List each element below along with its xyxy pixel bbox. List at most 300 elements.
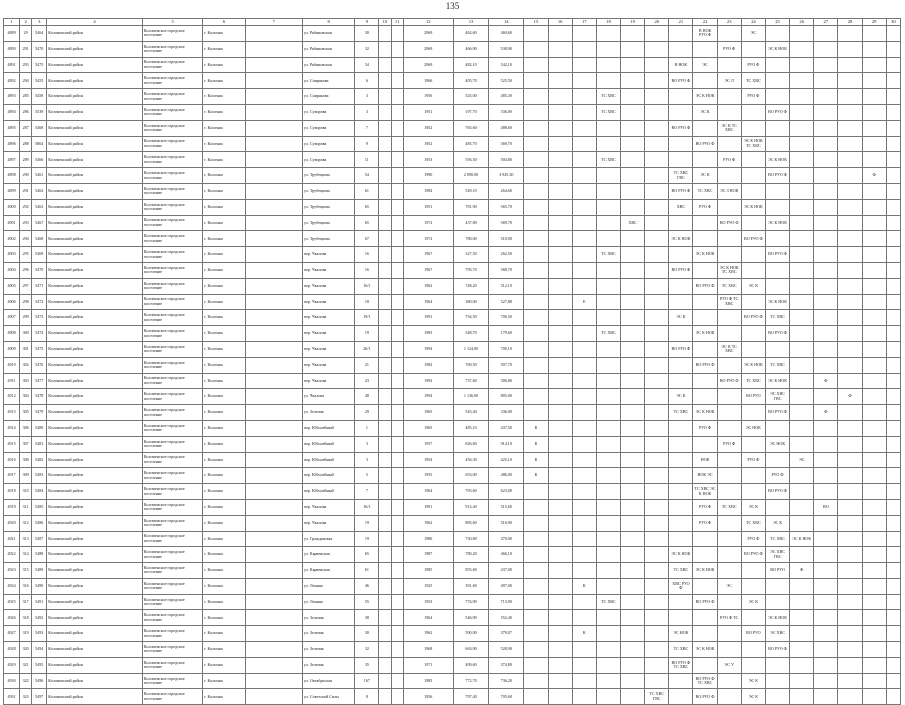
- table-cell: [391, 626, 403, 642]
- table-cell: [886, 389, 900, 405]
- table-cell: ВО РУО Ф: [741, 310, 765, 326]
- table-cell: [838, 278, 862, 294]
- table-cell: [886, 136, 900, 152]
- table-cell: ВО РУО Ф: [741, 547, 765, 563]
- table-cell: [886, 183, 900, 199]
- table-cell: [862, 531, 886, 547]
- table-cell: [245, 73, 302, 89]
- table-cell: [572, 326, 596, 342]
- table-cell: ХВС: [621, 215, 645, 231]
- table-cell: 565,70: [489, 199, 524, 215]
- table-cell: Коломенский район: [47, 373, 143, 389]
- table-cell: 379,07: [489, 626, 524, 642]
- column-number-header: 3: [32, 19, 47, 26]
- table-cell: [391, 199, 403, 215]
- table-cell: Е: [572, 294, 596, 310]
- table-row: [4, 610, 901, 626]
- table-cell: [790, 26, 814, 42]
- table-cell: [669, 452, 693, 468]
- table-cell: 5864: [32, 136, 47, 152]
- table-cell: ЭС К: [669, 389, 693, 405]
- table-cell: [379, 468, 391, 484]
- table-cell: 299: [20, 310, 32, 326]
- table-cell: [548, 57, 572, 73]
- table-cell: [245, 689, 302, 705]
- table-cell: 5475: [32, 57, 47, 73]
- table-cell: 4915: [4, 436, 20, 452]
- table-row: [4, 499, 901, 515]
- table-cell: [669, 420, 693, 436]
- table-cell: [814, 104, 838, 120]
- table-cell: [862, 642, 886, 658]
- table-cell: Коломенский район: [47, 626, 143, 642]
- table-cell: [717, 405, 741, 421]
- table-cell: [621, 610, 645, 626]
- table-cell: Коломенское городское поселение: [142, 120, 202, 136]
- table-cell: [379, 689, 391, 705]
- table-cell: [741, 484, 765, 500]
- table-cell: [391, 120, 403, 136]
- table-cell: 1964: [403, 294, 453, 310]
- table-cell: [862, 594, 886, 610]
- table-cell: Коломенское городское поселение: [142, 57, 202, 73]
- table-cell: [765, 452, 789, 468]
- table-cell: [596, 168, 620, 184]
- table-cell: [717, 515, 741, 531]
- table-cell: [572, 389, 596, 405]
- table-cell: г. Коломна: [203, 215, 245, 231]
- table-cell: 4924: [4, 578, 20, 594]
- table-cell: 300: [20, 326, 32, 342]
- table-cell: ЭС: [790, 452, 814, 468]
- table-cell: 302: [20, 357, 32, 373]
- table-cell: [548, 452, 572, 468]
- table-cell: [572, 563, 596, 579]
- table-cell: 298: [20, 294, 32, 310]
- table-cell: [693, 373, 717, 389]
- table-cell: [741, 563, 765, 579]
- table-cell: 5493: [32, 626, 47, 642]
- table-cell: [645, 89, 669, 105]
- table-cell: [245, 57, 302, 73]
- table-cell: [790, 357, 814, 373]
- table-cell: [245, 183, 302, 199]
- table-cell: [621, 73, 645, 89]
- table-cell: [886, 247, 900, 263]
- table-cell: Коломенское городское поселение: [142, 468, 202, 484]
- table-cell: 318: [20, 610, 32, 626]
- table-cell: [886, 294, 900, 310]
- table-cell: [790, 373, 814, 389]
- table-cell: Ф: [814, 373, 838, 389]
- table-cell: ТС ХВС: [741, 373, 765, 389]
- table-cell: [814, 657, 838, 673]
- table-cell: [379, 357, 391, 373]
- table-cell: [524, 262, 548, 278]
- table-cell: [765, 262, 789, 278]
- table-row: [4, 326, 901, 342]
- table-cell: [572, 484, 596, 500]
- table-cell: [645, 642, 669, 658]
- table-cell: [814, 215, 838, 231]
- table-cell: [838, 642, 862, 658]
- table-cell: К: [524, 420, 548, 436]
- table-cell: Коломенский район: [47, 610, 143, 626]
- table-cell: [790, 578, 814, 594]
- table-cell: [862, 657, 886, 673]
- table-cell: 5470: [32, 41, 47, 57]
- table-row: [4, 26, 901, 42]
- table-cell: 5492: [32, 610, 47, 626]
- table-cell: [524, 41, 548, 57]
- table-cell: [862, 610, 886, 626]
- table-cell: [572, 673, 596, 689]
- table-cell: [814, 673, 838, 689]
- table-cell: [862, 389, 886, 405]
- table-cell: г. Коломна: [203, 610, 245, 626]
- table-cell: 5481: [32, 436, 47, 452]
- table-cell: 4901: [4, 215, 20, 231]
- table-row: [4, 73, 901, 89]
- table-cell: 5483: [32, 468, 47, 484]
- table-cell: [717, 57, 741, 73]
- table-cell: 48: [355, 389, 379, 405]
- table-cell: Коломенское городское поселение: [142, 294, 202, 310]
- table-cell: 1987: [403, 547, 453, 563]
- table-cell: [669, 41, 693, 57]
- table-cell: [245, 484, 302, 500]
- table-cell: [790, 89, 814, 105]
- table-cell: [548, 531, 572, 547]
- table-cell: 5485: [32, 499, 47, 515]
- table-cell: [621, 41, 645, 57]
- table-cell: ЭС К НОК: [669, 231, 693, 247]
- table-cell: ЭС К: [741, 499, 765, 515]
- table-cell: [596, 436, 620, 452]
- table-cell: [669, 136, 693, 152]
- table-cell: [838, 689, 862, 705]
- table-cell: [572, 531, 596, 547]
- table-cell: [765, 594, 789, 610]
- table-cell: [391, 578, 403, 594]
- table-cell: ТС ХВС ЭС К НОК: [693, 484, 717, 500]
- table-cell: г. Коломна: [203, 484, 245, 500]
- table-cell: [245, 357, 302, 373]
- table-cell: [862, 357, 886, 373]
- table-cell: [814, 642, 838, 658]
- table-cell: [379, 452, 391, 468]
- table-cell: [572, 436, 596, 452]
- table-cell: 590,00: [453, 626, 488, 642]
- table-cell: [790, 294, 814, 310]
- page-number: 135: [445, 1, 460, 11]
- table-cell: Коломенское городское поселение: [142, 26, 202, 42]
- table-cell: ЭС К НОК: [693, 247, 717, 263]
- table-cell: пер. Юбилейный: [302, 420, 354, 436]
- table-cell: [524, 104, 548, 120]
- table-cell: 1952: [403, 120, 453, 136]
- table-cell: Коломенский район: [47, 310, 143, 326]
- table-cell: [572, 104, 596, 120]
- table-cell: [572, 152, 596, 168]
- table-cell: г. Коломна: [203, 563, 245, 579]
- table-cell: 855,60: [453, 563, 488, 579]
- table-cell: [379, 326, 391, 342]
- table-cell: [596, 389, 620, 405]
- table-cell: [790, 104, 814, 120]
- table-cell: [814, 389, 838, 405]
- table-cell: [596, 231, 620, 247]
- table-cell: [548, 373, 572, 389]
- table-cell: [548, 468, 572, 484]
- table-cell: [572, 247, 596, 263]
- table-cell: [790, 183, 814, 199]
- table-cell: Коломенский район: [47, 578, 143, 594]
- table-cell: 7: [355, 120, 379, 136]
- table-cell: [765, 57, 789, 73]
- table-cell: [862, 262, 886, 278]
- table-cell: [596, 357, 620, 373]
- table-cell: РУО Ф: [741, 89, 765, 105]
- table-cell: [669, 26, 693, 42]
- table-cell: ВО РУО Ф: [669, 262, 693, 278]
- table-cell: ВО РУО Ф: [669, 183, 693, 199]
- table-cell: [814, 136, 838, 152]
- table-cell: ТС ХВС: [596, 152, 620, 168]
- table-cell: ЭС Л: [717, 73, 741, 89]
- column-number-header: 8: [302, 19, 354, 26]
- table-cell: [379, 405, 391, 421]
- table-cell: [379, 389, 391, 405]
- table-cell: 736,20: [489, 673, 524, 689]
- table-cell: [379, 73, 391, 89]
- table-cell: ЭС К НОК: [741, 357, 765, 373]
- table-cell: [379, 642, 391, 658]
- table-cell: 4896: [4, 136, 20, 152]
- table-cell: Коломенский район: [47, 484, 143, 500]
- table-cell: 5476: [32, 357, 47, 373]
- table-row: [4, 389, 901, 405]
- table-cell: [621, 26, 645, 42]
- table-cell: [391, 341, 403, 357]
- table-cell: [548, 231, 572, 247]
- table-cell: [379, 104, 391, 120]
- table-cell: [524, 26, 548, 42]
- table-cell: 3: [355, 452, 379, 468]
- table-cell: [391, 310, 403, 326]
- table-cell: [886, 531, 900, 547]
- table-cell: [838, 262, 862, 278]
- table-cell: г. Коломна: [203, 57, 245, 73]
- table-cell: [596, 262, 620, 278]
- table-cell: [524, 673, 548, 689]
- table-cell: [379, 168, 391, 184]
- table-cell: 4904: [4, 262, 20, 278]
- table-cell: [790, 73, 814, 89]
- table-cell: [524, 215, 548, 231]
- table-cell: [621, 452, 645, 468]
- table-cell: [621, 310, 645, 326]
- table-cell: ТС ХВС: [596, 247, 620, 263]
- table-cell: [379, 26, 391, 42]
- table-cell: ул. Спирякова: [302, 73, 354, 89]
- table-cell: 568,70: [489, 262, 524, 278]
- table-cell: [524, 578, 548, 594]
- column-number-header: 17: [572, 19, 596, 26]
- table-cell: 316: [20, 578, 32, 594]
- table-row: [4, 436, 901, 452]
- table-cell: 1952: [403, 136, 453, 152]
- table-cell: ХВС РУО Ф: [669, 578, 693, 594]
- table-cell: ул. Спирякова: [302, 89, 354, 105]
- table-cell: Коломенское городское поселение: [142, 89, 202, 105]
- table-cell: 4903: [4, 247, 20, 263]
- table-cell: Коломенский район: [47, 594, 143, 610]
- table-cell: [862, 515, 886, 531]
- table-cell: 32: [355, 642, 379, 658]
- table-cell: [693, 341, 717, 357]
- table-cell: 4895: [4, 120, 20, 136]
- table-cell: [790, 389, 814, 405]
- table-cell: 61: [355, 563, 379, 579]
- table-cell: [790, 120, 814, 136]
- table-cell: [596, 452, 620, 468]
- table-cell: [693, 389, 717, 405]
- table-cell: 5472: [32, 294, 47, 310]
- table-cell: [790, 689, 814, 705]
- table-cell: г. Коломна: [203, 231, 245, 247]
- table-cell: [886, 73, 900, 89]
- table-cell: Коломенское городское поселение: [142, 199, 202, 215]
- table-cell: ул. Зеленая: [302, 642, 354, 658]
- table-cell: Ф: [814, 405, 838, 421]
- table-cell: [669, 515, 693, 531]
- table-cell: Коломенское городское поселение: [142, 626, 202, 642]
- table-cell: [379, 499, 391, 515]
- table-cell: [548, 168, 572, 184]
- table-cell: 54: [355, 168, 379, 184]
- table-row: [4, 262, 901, 278]
- table-cell: 16: [355, 262, 379, 278]
- table-cell: [621, 626, 645, 642]
- table-cell: [838, 484, 862, 500]
- table-cell: [645, 531, 669, 547]
- table-cell: [245, 262, 302, 278]
- table-row: [4, 626, 901, 642]
- table-cell: [814, 278, 838, 294]
- table-cell: [524, 294, 548, 310]
- table-cell: Коломенское городское поселение: [142, 563, 202, 579]
- table-cell: [391, 373, 403, 389]
- table-cell: 262,50: [489, 247, 524, 263]
- table-cell: [524, 484, 548, 500]
- table-cell: Коломенский район: [47, 357, 143, 373]
- table-cell: ВО РУО Ф: [765, 326, 789, 342]
- table-cell: ЭС К НОК: [765, 294, 789, 310]
- table-cell: [741, 262, 765, 278]
- table-cell: [669, 594, 693, 610]
- table-cell: 5480: [32, 420, 47, 436]
- column-number-header: 29: [862, 19, 886, 26]
- table-cell: [814, 594, 838, 610]
- table-cell: [245, 326, 302, 342]
- table-cell: [391, 278, 403, 294]
- table-cell: [379, 484, 391, 500]
- table-cell: [548, 357, 572, 373]
- table-cell: [621, 183, 645, 199]
- table-cell: [524, 247, 548, 263]
- table-cell: 35: [355, 657, 379, 673]
- table-cell: 4916: [4, 452, 20, 468]
- table-cell: РУО Ф: [693, 515, 717, 531]
- table-cell: [886, 673, 900, 689]
- table-cell: 19: [355, 515, 379, 531]
- table-cell: Коломенский район: [47, 294, 143, 310]
- table-cell: [245, 294, 302, 310]
- table-cell: [245, 247, 302, 263]
- table-cell: [886, 120, 900, 136]
- table-row: [4, 341, 901, 357]
- table-cell: [621, 326, 645, 342]
- table-cell: [790, 136, 814, 152]
- table-cell: [790, 326, 814, 342]
- table-cell: РУО Ф: [717, 41, 741, 57]
- table-cell: [572, 278, 596, 294]
- table-cell: 287: [20, 120, 32, 136]
- table-cell: [790, 168, 814, 184]
- table-row: [4, 152, 901, 168]
- table-cell: пер. Юбилейный: [302, 436, 354, 452]
- table-cell: ул. Трубецкова: [302, 183, 354, 199]
- table-cell: 512,10: [489, 278, 524, 294]
- table-cell: 38: [355, 610, 379, 626]
- table-cell: 308: [20, 452, 32, 468]
- table-cell: 4892: [4, 73, 20, 89]
- table-cell: 5490: [32, 578, 47, 594]
- table-cell: [838, 41, 862, 57]
- table-cell: [596, 563, 620, 579]
- table-cell: [886, 499, 900, 515]
- table-cell: г. Коломна: [203, 468, 245, 484]
- table-cell: Коломенский район: [47, 499, 143, 515]
- table-cell: [572, 657, 596, 673]
- table-cell: Коломенский район: [47, 673, 143, 689]
- table-cell: 4891: [4, 57, 20, 73]
- table-cell: [886, 452, 900, 468]
- table-cell: 315: [20, 563, 32, 579]
- table-cell: [838, 152, 862, 168]
- table-cell: [572, 689, 596, 705]
- table-cell: [886, 563, 900, 579]
- table-cell: [645, 326, 669, 342]
- table-cell: [572, 547, 596, 563]
- table-cell: ЭС К: [669, 310, 693, 326]
- table-cell: [524, 610, 548, 626]
- table-cell: 1: [355, 420, 379, 436]
- table-cell: [790, 310, 814, 326]
- table-cell: [572, 199, 596, 215]
- table-cell: [814, 547, 838, 563]
- table-cell: [621, 357, 645, 373]
- table-cell: ЭС К НОК: [765, 215, 789, 231]
- table-cell: [572, 73, 596, 89]
- table-cell: [391, 452, 403, 468]
- table-cell: [741, 120, 765, 136]
- table-cell: 705,60: [453, 484, 488, 500]
- table-cell: [645, 26, 669, 42]
- table-cell: [669, 531, 693, 547]
- table-cell: 5463: [32, 199, 47, 215]
